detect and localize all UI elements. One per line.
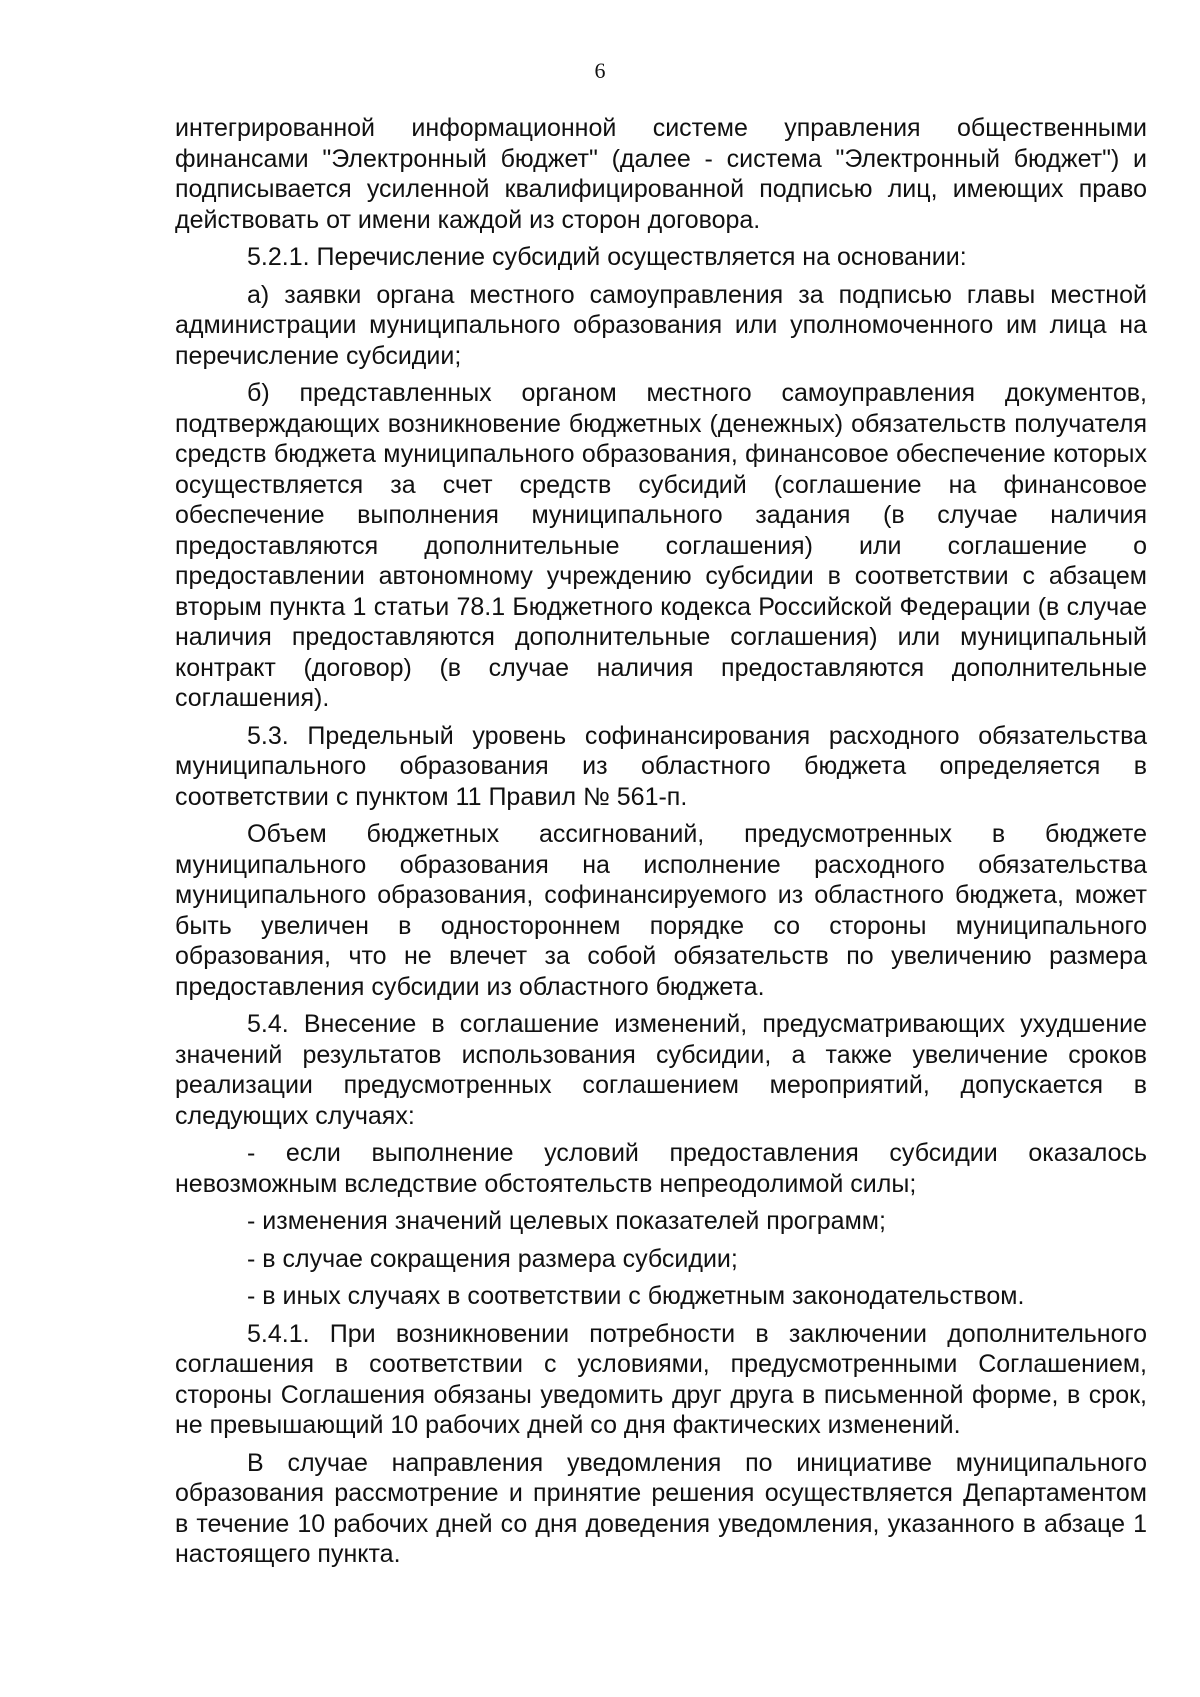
paragraph-notification: В случае направления уведомления по инициативе муниципального образования рассмотрение и принятие решения осуществляется Департаментом в течение 10 рабочих дней со дня доведения уведомления, указанного в абзаце 1 настоящего пункта. — [175, 1448, 1147, 1568]
paragraph-item-b: б) представленных органом местного самоуправления документов, подтверждающих возникновение бюджетных (денежных) обязательств получателя средств бюджета муниципального образования, финансовое обеспечение которых осуществляется за счет средств субсидий (соглашение на финансовое обеспечение выполнения муниципального задания (в случае наличия предоставляются дополнительные соглашения) или соглашение о предоставлении автономному учреждению субсидии в соответствии с абзацем вторым пункта 1 статьи 78.1 Бюджетного кодекса Российской Федерации (в случае наличия предоставляются дополнительные соглашения) или муниципальный контракт (договор) (в случае наличия предоставляются дополнительные соглашения). — [175, 379, 1147, 712]
paragraph-continuation: интегрированной информационной системе управления общественными финансами "Электронный бюджет" (далее - система "Электронный бюджет") и подписывается усиленной квалифицированной подписью лиц, имеющих право действовать от имени каждой из сторон договора. — [175, 114, 1147, 234]
paragraph-budget-volume: Объем бюджетных ассигнований, предусмотренных в бюджете муниципального образования на исполнение расходного обязательства муниципального образования, софинансируемого из областного бюджета, может быть увеличен в одностороннем порядке со стороны муниципального образования, что не влечет за собой обязательств по увеличению размера предоставления субсидии из областного бюджета. — [175, 820, 1147, 1001]
paragraph-5-4: 5.4. Внесение в соглашение изменений, предусматривающих ухудшение значений результатов использования субсидии, а также увеличение сроков реализации предусмотренных соглашением мероприятий, допускается в следующих случаях: — [175, 1010, 1147, 1130]
page-number: 6 — [594, 58, 606, 83]
paragraph-5-2-1: 5.2.1. Перечисление субсидий осуществляется на основании: — [247, 243, 967, 271]
paragraph-item-a: а) заявки органа местного самоуправления за подписью главы местной администрации муниципального образования или уполномоченного им лица на перечисление субсидии; — [175, 280, 1147, 370]
list-item-force-majeure: - если выполнение условий предоставления субсидии оказалось невозможным вследствие обстоятельств непреодолимой силы; — [175, 1139, 1147, 1198]
paragraph-5-4-1: 5.4.1. При возникновении потребности в заключении дополнительного соглашения в соответствии с условиями, предусмотренными Соглашением, стороны Соглашения обязаны уведомить друг друга в письменной форме, в срок, не превышающий 10 рабочих дней со дня фактических изменений. — [175, 1319, 1147, 1439]
list-item-subsidy-reduction: - в случае сокращения размера субсидии; — [247, 1244, 738, 1273]
paragraph-5-3: 5.3. Предельный уровень софинансирования расходного обязательства муниципального образования из областного бюджета определяется в соответствии с пунктом 11 Правил № 561-п. — [175, 721, 1147, 811]
list-item-other-cases: - в иных случаях в соответствии с бюджетным законодательством. — [247, 1282, 1025, 1310]
list-item-target-indicators: - изменения значений целевых показателей программ; — [247, 1207, 886, 1235]
document-body — [175, 113, 1147, 1577]
